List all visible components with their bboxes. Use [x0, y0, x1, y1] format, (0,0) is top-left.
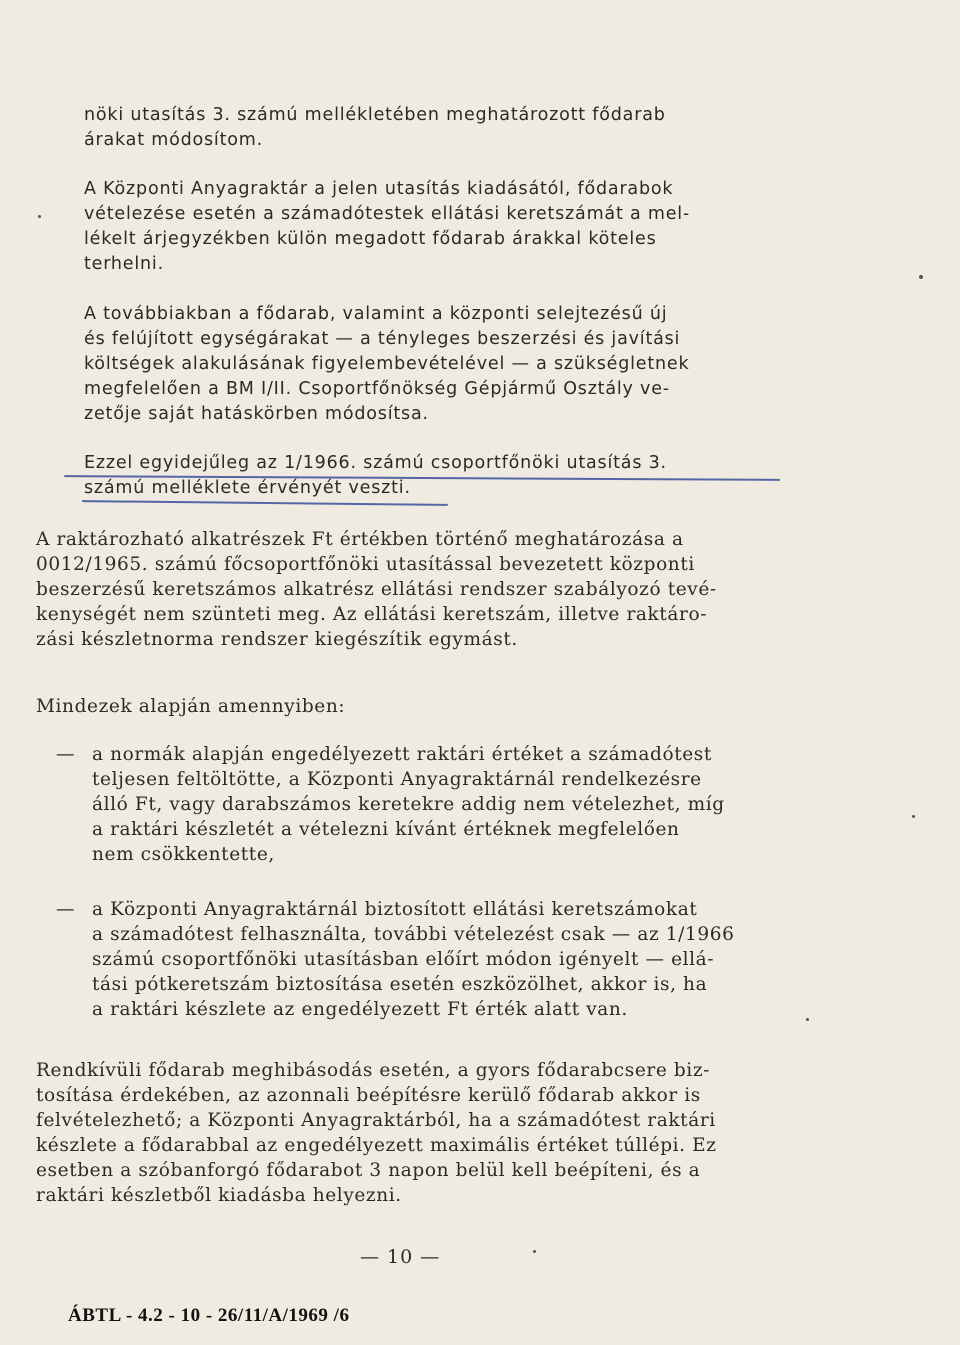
text-line: árakat módosítom. — [84, 130, 263, 150]
text-line: A raktározható alkatrészek Ft értékben történő meghatározása a — [36, 529, 684, 550]
paragraph-anyagraktar — [84, 177, 774, 277]
text-line: költségek alakulásának figyelembevételével — a szükségletnek — [84, 354, 690, 374]
text-line: A Központi Anyagraktár a jelen utasítás kiadásától, fődarabok — [84, 179, 674, 199]
paragraph-rendkivuli — [36, 1058, 776, 1208]
archive-reference: ÁBTL - 4.2 - 10 - 26/11/A/1969 /6 — [68, 1305, 350, 1326]
text-line: tosítása érdekében, az azonnali beépítésre kerülő fődarab akkor is — [36, 1085, 701, 1106]
text-line: a Központi Anyagraktárnál biztosított ellátási keretszámokat — [92, 899, 698, 920]
ink-speck — [806, 1018, 809, 1021]
text-line: a normák alapján engedélyezett raktári értéket a számadótest — [92, 744, 712, 765]
ink-speck — [533, 1250, 536, 1253]
text-line: terhelni. — [84, 254, 164, 274]
list-item-first — [92, 742, 776, 867]
text-line: készlete a fődarabbal az engedélyezett maximális értéket túllépi. Ez — [36, 1135, 717, 1156]
list-dash: — — [56, 744, 76, 765]
ink-speck — [38, 215, 41, 218]
text-line: beszerzésű keretszámos alkatrész ellátási rendszer szabályozó tevé- — [36, 579, 717, 600]
paragraph-continuation — [84, 103, 774, 153]
text-line: és felújított egységárakat — a tényleges beszerzési és javítási — [84, 329, 681, 349]
text-line: felvételezhető; a Központi Anyagraktárból, ha a számadótest raktári — [36, 1110, 716, 1131]
text-line: számú melléklete érvényét veszti. — [84, 478, 411, 498]
text-line: 0012/1965. számú főcsoportfőnöki utasítással bevezetett központi — [36, 554, 695, 575]
text-line: lékelt árjegyzékben külön megadott fődarab árakkal köteles — [84, 229, 657, 249]
text-line: a raktári készletét a vételezni kívánt értéknek megfelelően — [92, 819, 680, 840]
ink-speck — [912, 815, 915, 818]
text-line: tási pótkeretszám biztosítása esetén eszközölhet, akkor is, ha — [92, 974, 708, 995]
text-line: A továbbiakban a fődarab, valamint a központi selejtezésű új — [84, 304, 668, 324]
text-line: a számadótest felhasználta, további vételezést csak — az 1/1966 — [92, 924, 735, 945]
text-line: Rendkívüli fődarab meghibásodás esetén, a gyors fődarabcsere biz- — [36, 1060, 711, 1081]
text-line: zetője saját hatáskörben módosítsa. — [84, 404, 429, 424]
text-line: nem csökkentette, — [92, 844, 275, 865]
ink-speck — [919, 275, 923, 279]
text-line: vételezése esetén a számadótestek ellátási keretszámát a mel- — [84, 204, 691, 224]
list-item-second — [92, 897, 776, 1022]
paragraph-mindezek — [36, 694, 776, 719]
text-line: raktári készletből kiadásba helyezni. — [36, 1185, 402, 1206]
text-line: kenységét nem szünteti meg. Az ellátási keretszám, illetve raktáro- — [36, 604, 708, 625]
text-line: álló Ft, vagy darabszámos keretekre addig nem vételezhet, míg — [92, 794, 725, 815]
text-line: Mindezek alapján amennyiben: — [36, 696, 346, 717]
text-line: a raktári készlete az engedélyezett Ft érték alatt van. — [92, 999, 628, 1020]
paragraph-raktarozhato — [36, 527, 776, 652]
text-line: zási készletnorma rendszer kiegészítik egymást. — [36, 629, 518, 650]
text-line: teljesen feltöltötte, a Központi Anyagraktárnál rendelkezésre — [92, 769, 702, 790]
list-dash: — — [56, 899, 76, 920]
text-line: megfelelően a BM I/II. Csoportfőnökség Gépjármű Osztály ve- — [84, 379, 670, 399]
paragraph-tovabbiakban — [84, 302, 774, 427]
text-line: számú csoportfőnöki utasításban előírt módon igényelt — ellá- — [92, 949, 715, 970]
text-line: esetben a szóbanforgó fődarabot 3 napon belül kell beépíteni, és a — [36, 1160, 701, 1181]
text-line: nöki utasítás 3. számú mellékletében meghatározott fődarab — [84, 105, 666, 125]
page-number: — 10 — — [360, 1246, 441, 1268]
text-line: Ezzel egyidejűleg az 1/1966. számú csoportfőnöki utasítás 3. — [84, 453, 667, 473]
